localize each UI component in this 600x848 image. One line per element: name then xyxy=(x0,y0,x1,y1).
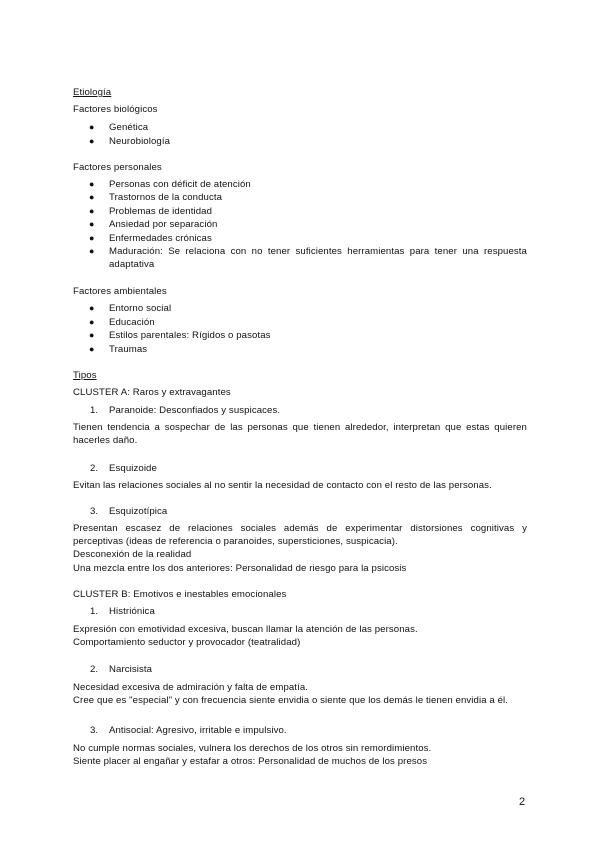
type-description: Tienen tendencia a sospechar de las personas que tienen alrededor, interpretan que estas quieren hacerles daño. xyxy=(73,422,527,447)
list-number: 3. xyxy=(90,725,99,736)
type-description: Desconexión de la realidad xyxy=(73,549,192,560)
subheading-factores-biologicos: Factores biológicos xyxy=(73,104,158,115)
bullet-icon: ● xyxy=(89,179,95,189)
bullet-icon: ● xyxy=(89,219,95,229)
cluster-a-title: CLUSTER A: Raros y extravagantes xyxy=(73,387,231,398)
section-heading-etiologia: Etiología xyxy=(73,87,112,98)
type-label-histrionica: Histriónica xyxy=(109,606,155,617)
list-item: Traumas xyxy=(109,344,148,355)
page-number: 2 xyxy=(519,796,526,808)
bullet-icon: ● xyxy=(89,233,95,243)
list-item: Entorno social xyxy=(109,303,172,314)
type-description: Presentan escasez de relaciones sociales además de experimentar distorsiones cognitivas y perceptivas (ideas de referencia o paranoides, supersticiones, suspicacia). xyxy=(73,523,527,548)
type-label-antisocial: Antisocial: Agresivo, irritable e impulsivo. xyxy=(109,725,287,736)
bullet-icon: ● xyxy=(89,246,95,256)
cluster-b-title: CLUSTER B: Emotivos e inestables emocionales xyxy=(73,589,287,600)
type-description: No cumple normas sociales, vulnera los derechos de los otros sin remordimientos. xyxy=(73,743,432,754)
type-label-esquizoide: Esquizoide xyxy=(109,463,157,474)
bullet-icon: ● xyxy=(89,206,95,216)
bullet-icon: ● xyxy=(89,317,95,327)
bullet-icon: ● xyxy=(89,122,95,132)
type-label-paranoide: Paranoide: Desconfiados y suspicaces. xyxy=(109,405,281,416)
subheading-factores-ambientales: Factores ambientales xyxy=(73,286,167,297)
list-item: Educación xyxy=(109,317,155,328)
list-item: Ansiedad por separación xyxy=(109,219,218,230)
list-item: Trastornos de la conducta xyxy=(109,192,223,203)
type-label-narcisista: Narcisista xyxy=(109,664,153,675)
bullet-icon: ● xyxy=(89,330,95,340)
list-item: Problemas de identidad xyxy=(109,206,212,217)
bullet-icon: ● xyxy=(89,136,95,146)
list-number: 2. xyxy=(90,664,99,675)
type-description: Necesidad excesiva de admiración y falta de empatía. xyxy=(73,682,309,693)
type-description: Expresión con emotividad excesiva, buscan llamar la atención de las personas. xyxy=(73,624,418,635)
section-heading-tipos: Tipos xyxy=(73,370,97,381)
list-number: 2. xyxy=(90,463,99,474)
list-number: 3. xyxy=(90,506,99,517)
list-number: 1. xyxy=(90,606,99,617)
type-description: Siente placer al engañar y estafar a otros: Personalidad de muchos de los presos xyxy=(73,756,428,767)
type-description: Cree que es "especial" y con frecuencia siente envidia o siente que los demás le tienen envidia a él. xyxy=(73,695,509,706)
bullet-icon: ● xyxy=(89,192,95,202)
type-description: Evitan las relaciones sociales al no sentir la necesidad de contacto con el resto de las personas. xyxy=(73,480,492,491)
list-item: Estilos parentales: Rígidos o pasotas xyxy=(109,330,271,341)
bullet-icon: ● xyxy=(89,344,95,354)
subheading-factores-personales: Factores personales xyxy=(73,162,162,173)
type-description: Comportamiento seductor y provocador (teatralidad) xyxy=(73,637,301,648)
list-item: Enfermedades crónicas xyxy=(109,233,212,244)
type-label-esquizotipica: Esquizotípica xyxy=(109,506,168,517)
list-item: Personas con déficit de atención xyxy=(109,179,251,190)
list-item: Neurobiología xyxy=(109,136,171,147)
list-item: Maduración: Se relaciona con no tener suficientes herramientas para tener una respuesta adaptativa xyxy=(109,246,527,271)
list-number: 1. xyxy=(90,405,99,416)
bullet-icon: ● xyxy=(89,303,95,313)
type-description: Una mezcla entre los dos anteriores: Personalidad de riesgo para la psicosis xyxy=(73,563,407,574)
list-item: Genética xyxy=(109,122,149,133)
